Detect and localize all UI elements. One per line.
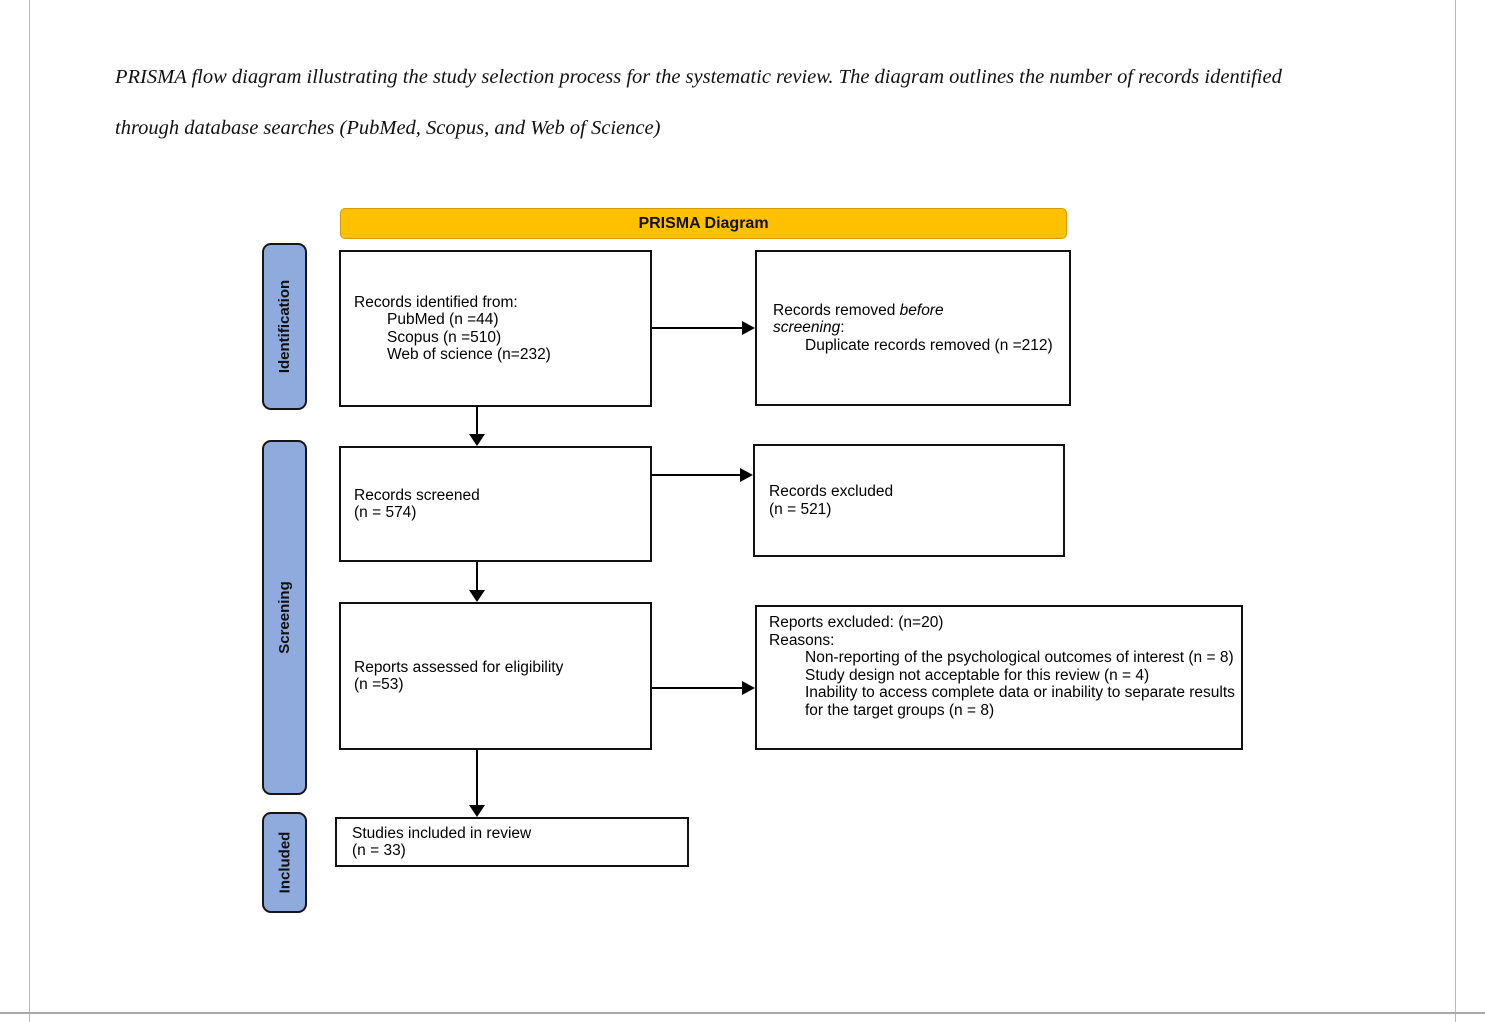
box-reports-assessed	[339, 602, 652, 750]
arrow-identified-to-screened	[469, 407, 485, 446]
stage-bar-identification	[262, 243, 307, 410]
caption-line-1: PRISMA flow diagram illustrating the study selection process for the systematic review. The diagram outlines the number of records identified	[115, 66, 1282, 88]
caption-line-2: through database searches (PubMed, Scopus, and Web of Science)	[115, 117, 661, 139]
records-removed-colon: :	[840, 319, 845, 337]
box-reports-excluded	[755, 605, 1243, 750]
box-studies-included	[335, 817, 689, 867]
arrow-screened-to-excluded	[652, 468, 753, 482]
records-excluded-label: Records excluded	[769, 483, 894, 500]
arrow-shaft	[476, 407, 478, 435]
records-removed-italic-1: before	[899, 301, 944, 319]
records-identified-scopus: Scopus (n =510)	[387, 328, 502, 346]
box-records-excluded	[753, 444, 1065, 557]
arrow-head-down-icon	[469, 805, 485, 817]
stage-label-identification: Identification	[276, 279, 293, 374]
stage-label-included: Included	[276, 831, 294, 894]
records-removed-title-line1	[773, 302, 1061, 320]
page-edge-bottom	[0, 1012, 1485, 1014]
arrow-identified-to-removed	[652, 321, 755, 335]
page-edge-right	[1455, 0, 1456, 1022]
reports-excluded-reason-2: Study design not acceptable for this review (n = 4)	[805, 666, 1150, 684]
figure-caption	[115, 62, 1415, 164]
studies-included-label: Studies included in review	[352, 824, 532, 842]
arrow-shaft	[652, 687, 743, 689]
box-records-identified	[339, 250, 652, 407]
records-screened-count: (n = 574)	[354, 504, 417, 521]
records-removed-regular: Records removed	[773, 301, 900, 319]
stage-bar-included	[262, 812, 307, 913]
reports-assessed-label: Reports assessed for eligibility	[354, 658, 564, 676]
records-identified-title: Records identified from:	[354, 293, 518, 311]
reports-excluded-reason-3: Inability to access complete data or inability to separate results for the target groups (n = 8)	[805, 684, 1235, 719]
arrow-screened-to-assessed	[469, 562, 485, 602]
records-removed-italic-2: screening	[773, 319, 841, 337]
arrow-head-right-icon	[740, 468, 753, 482]
box-records-screened	[339, 446, 652, 562]
arrow-head-down-icon	[469, 434, 485, 446]
box-records-removed	[755, 250, 1071, 406]
arrow-assessed-to-excluded	[652, 681, 755, 695]
records-excluded-count: (n = 521)	[769, 500, 832, 518]
records-identified-wos: Web of science (n=232)	[387, 346, 551, 363]
records-identified-pubmed: PubMed (n =44)	[387, 311, 499, 328]
prisma-title-label: PRISMA Diagram	[638, 214, 769, 232]
records-removed-detail: Duplicate records removed (n =212)	[805, 336, 1053, 354]
reports-excluded-label: Reports excluded: (n=20)	[769, 614, 944, 631]
arrow-head-right-icon	[742, 321, 755, 335]
page-edge-left	[29, 0, 30, 1022]
reports-excluded-reason-1: Non-reporting of the psychological outcomes of interest (n = 8)	[805, 649, 1234, 666]
reports-assessed-count: (n =53)	[354, 676, 404, 693]
arrow-head-right-icon	[742, 681, 755, 695]
arrow-shaft	[652, 474, 741, 476]
arrow-shaft	[476, 750, 478, 806]
arrow-shaft	[476, 562, 478, 591]
arrow-shaft	[652, 327, 743, 329]
records-removed-title-line2	[773, 319, 1061, 337]
stage-bar-screening	[262, 440, 307, 795]
arrow-head-down-icon	[469, 590, 485, 602]
records-screened-label: Records screened	[354, 486, 480, 504]
prisma-title-banner	[340, 208, 1067, 239]
arrow-assessed-to-included	[469, 750, 485, 817]
reports-excluded-reasons-label: Reasons:	[769, 631, 835, 649]
studies-included-count: (n = 33)	[352, 842, 406, 859]
stage-label-screening: Screening	[276, 581, 293, 654]
